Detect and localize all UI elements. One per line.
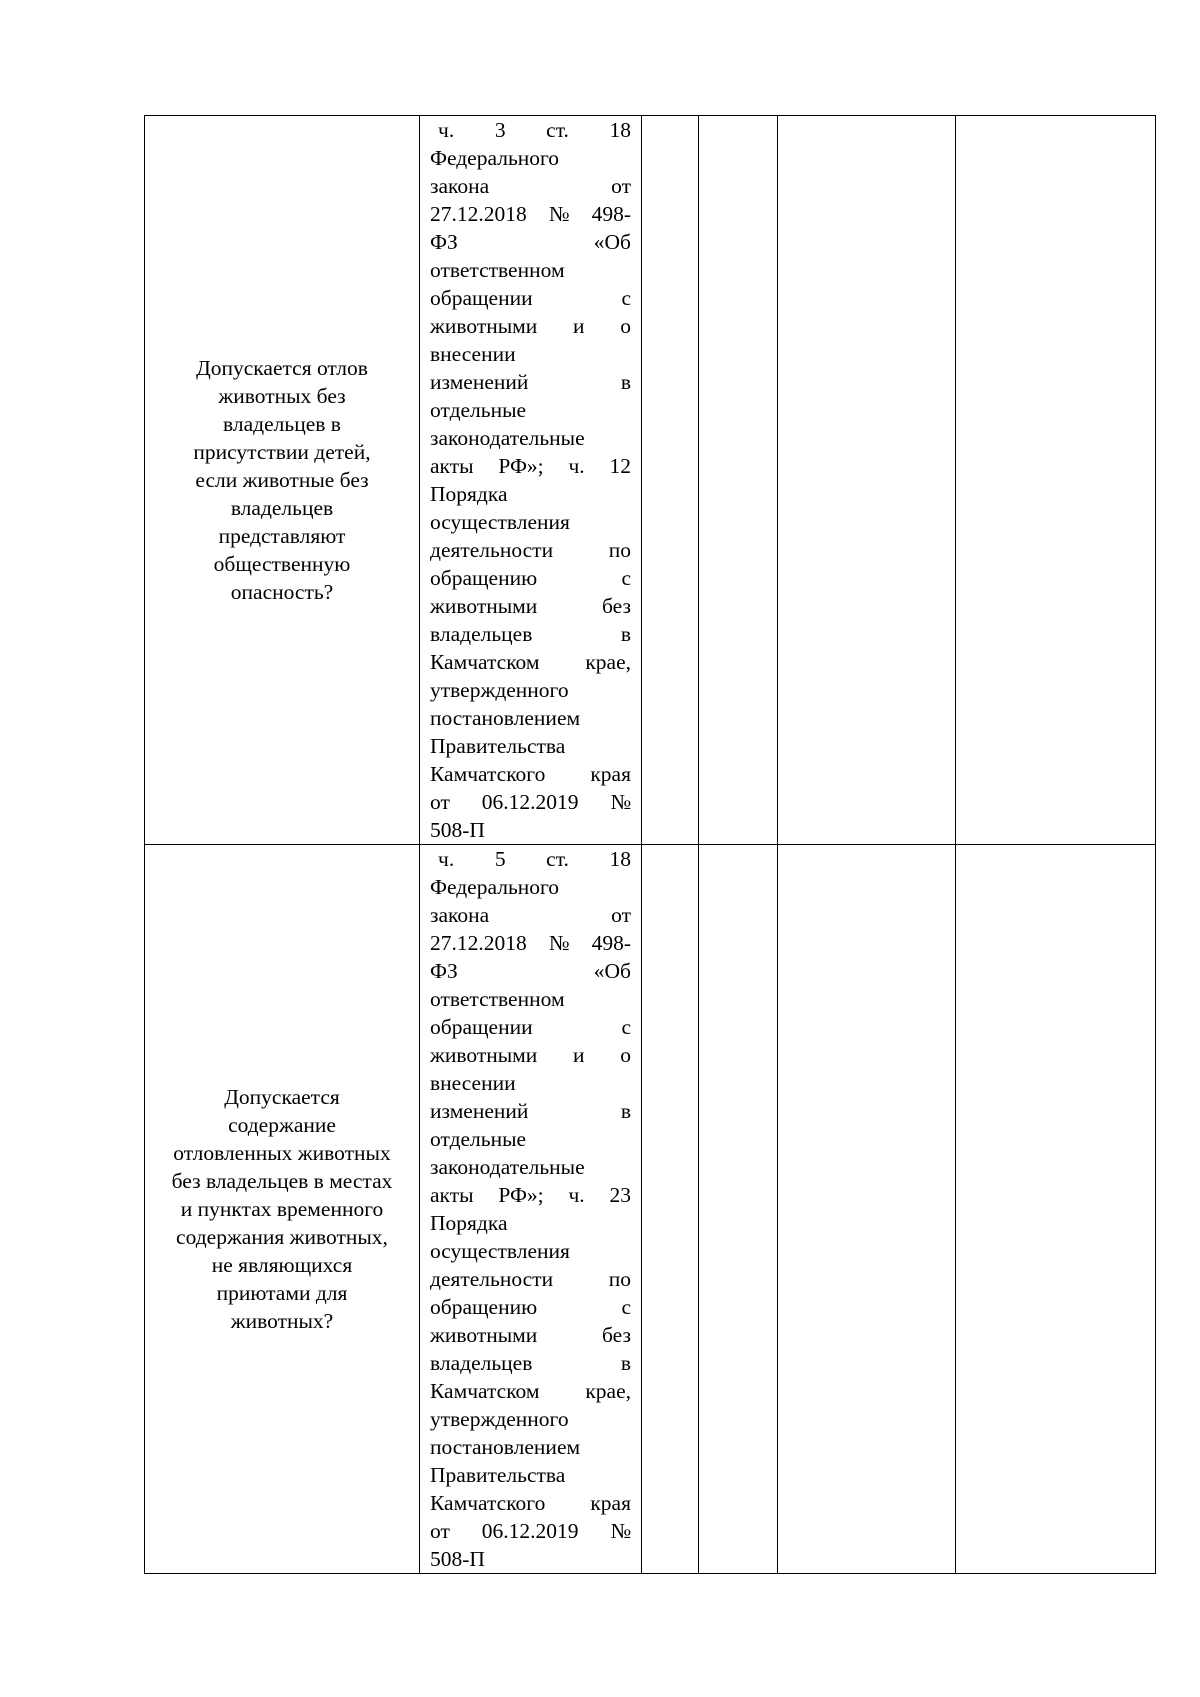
- legal-basis-word: о: [620, 314, 631, 338]
- legal-basis-line: [430, 1405, 631, 1433]
- legal-basis-word: владельцев: [430, 1351, 533, 1375]
- legal-basis-line: [430, 620, 631, 648]
- question-text-line: представляют: [218, 524, 346, 548]
- question-text-line: если животные без: [195, 468, 369, 492]
- legal-basis-word: «Об: [593, 959, 631, 983]
- legal-basis-line: [430, 200, 631, 228]
- legal-basis-word: внесении: [430, 1071, 516, 1095]
- legal-basis-word: №: [548, 931, 570, 955]
- question-text-line: и пунктах временного: [180, 1197, 384, 1221]
- legal-basis-word: ч.: [568, 454, 585, 478]
- legal-basis-line: [430, 676, 631, 704]
- legal-basis-word: Порядка: [430, 482, 508, 506]
- legal-basis-word: отдельные: [430, 1127, 527, 1151]
- answer-yes-cell: [642, 116, 699, 845]
- legal-basis-line: [430, 172, 631, 200]
- legal-basis-line: [430, 284, 631, 312]
- legal-basis-line: [430, 985, 631, 1013]
- legal-basis-word: без: [602, 594, 631, 618]
- table-row: [145, 116, 1156, 845]
- legal-basis-word: обращению: [430, 1295, 538, 1319]
- question-text-line: Допускается отлов: [196, 356, 368, 380]
- legal-basis-word: изменений: [430, 370, 529, 394]
- legal-basis-line: [430, 452, 631, 480]
- legal-basis-line: [430, 1377, 631, 1405]
- legal-basis-word: животными: [430, 594, 538, 618]
- legal-basis-word: утвержденного: [430, 678, 569, 702]
- legal-basis-word: Камчатского: [430, 762, 546, 786]
- legal-basis-word: обращении: [430, 1015, 533, 1039]
- legal-basis-line: [430, 256, 631, 284]
- legal-basis-word: Правительства: [430, 1463, 566, 1487]
- legal-basis-line: [430, 957, 631, 985]
- legal-basis-line: [430, 760, 631, 788]
- legal-basis-word: ч.: [568, 1183, 585, 1207]
- legal-basis-word: в: [620, 370, 631, 394]
- legal-basis-word: обращению: [430, 566, 538, 590]
- legal-basis-word: 23: [609, 1183, 631, 1207]
- legal-basis-word: в: [620, 1351, 631, 1375]
- notes-cell: [956, 116, 1156, 845]
- legal-basis-line: [430, 1265, 631, 1293]
- legal-basis-word: животными: [430, 314, 538, 338]
- legal-basis-word: без: [602, 1323, 631, 1347]
- question-text-line: владельцев: [230, 496, 334, 520]
- legal-basis-line: [430, 648, 631, 676]
- checklist-table: [144, 115, 1156, 1574]
- question-text-line: отловленных животных: [173, 1141, 391, 1165]
- not-applicable-cell: [778, 116, 956, 845]
- legal-basis-word: 508-П: [430, 818, 485, 842]
- legal-basis-line: [430, 732, 631, 760]
- legal-basis-word: 508-П: [430, 1547, 485, 1571]
- question-text-line: владельцев в: [223, 412, 341, 436]
- legal-basis-line: [430, 929, 631, 957]
- legal-basis-word: осуществления: [430, 510, 570, 534]
- legal-basis-word: №: [610, 1519, 631, 1543]
- legal-basis-word: Камчатском: [430, 1379, 540, 1403]
- legal-basis-word: ответственном: [430, 258, 565, 282]
- legal-basis-word: и: [573, 314, 585, 338]
- legal-basis-word: в: [620, 622, 631, 646]
- legal-basis-word: от: [611, 903, 631, 927]
- legal-basis-line: [430, 1545, 631, 1573]
- legal-basis-word: 27.12.2018: [430, 931, 527, 955]
- legal-basis-word: по: [608, 538, 631, 562]
- legal-basis-word: 06.12.2019: [481, 1519, 579, 1543]
- legal-basis-word: 498-: [591, 931, 631, 955]
- legal-basis-line: [430, 704, 631, 732]
- legal-basis-word: отдельные: [430, 398, 527, 422]
- legal-basis-line: [430, 592, 631, 620]
- legal-basis-word: Камчатском: [430, 650, 540, 674]
- legal-basis-word: 27.12.2018: [430, 202, 527, 226]
- legal-basis-word: 5: [494, 847, 506, 871]
- legal-basis-word: «Об: [593, 230, 631, 254]
- question-cell: [145, 845, 420, 1574]
- question-text-line: общественную: [213, 552, 351, 576]
- legal-basis-word: №: [610, 790, 631, 814]
- legal-basis-line: [430, 1433, 631, 1461]
- legal-basis-word: осуществления: [430, 1239, 570, 1263]
- legal-basis-word: постановлением: [430, 1435, 581, 1459]
- legal-basis-word: крае,: [585, 1379, 631, 1403]
- question-text-line: без владельцев в местах: [171, 1169, 393, 1193]
- legal-basis-word: ч.: [438, 118, 455, 142]
- legal-basis-word: 18: [609, 847, 631, 871]
- legal-basis-word: внесении: [430, 342, 516, 366]
- legal-basis-line: [430, 508, 631, 536]
- legal-basis-word: владельцев: [430, 622, 533, 646]
- legal-basis-line: [430, 396, 631, 424]
- legal-basis-line: [430, 1461, 631, 1489]
- answer-no-cell: [699, 116, 778, 845]
- legal-basis-line: [430, 564, 631, 592]
- legal-basis-word: закона: [430, 174, 490, 198]
- legal-basis-word: ответственном: [430, 987, 565, 1011]
- question-text-line: содержания животных,: [176, 1225, 388, 1249]
- legal-basis-word: акты: [430, 1183, 474, 1207]
- legal-basis-line: [430, 816, 631, 844]
- legal-basis-word: животными: [430, 1043, 538, 1067]
- legal-basis-word: края: [590, 762, 631, 786]
- legal-basis-word: обращении: [430, 286, 533, 310]
- question-text-line: животных?: [230, 1309, 334, 1333]
- answer-yes-cell: [642, 845, 699, 1574]
- question-text-line: приютами для: [216, 1281, 348, 1305]
- question-cell: [145, 116, 420, 845]
- legal-basis-word: РФ»;: [498, 1183, 544, 1207]
- legal-basis-line: [430, 116, 631, 144]
- legal-basis-word: 18: [609, 118, 631, 142]
- legal-basis-word: от: [430, 790, 450, 814]
- legal-basis-line: [430, 1097, 631, 1125]
- legal-basis-word: от: [430, 1519, 450, 1543]
- legal-basis-line: [430, 1293, 631, 1321]
- question-text-line: содержание: [228, 1113, 336, 1137]
- legal-basis-word: Камчатского: [430, 1491, 546, 1515]
- legal-basis-line: [430, 1069, 631, 1097]
- legal-basis-cell: [420, 845, 642, 1574]
- not-applicable-cell: [778, 845, 956, 1574]
- legal-basis-line: [430, 1321, 631, 1349]
- legal-basis-line: [430, 788, 631, 816]
- legal-basis-word: с: [621, 1015, 631, 1039]
- legal-basis-word: закона: [430, 903, 490, 927]
- question-text-line: не являющихся: [211, 1253, 353, 1277]
- legal-basis-line: [430, 1041, 631, 1069]
- legal-basis-word: с: [621, 1295, 631, 1319]
- legal-basis-line: [430, 845, 631, 873]
- legal-basis-line: [430, 1153, 631, 1181]
- legal-basis-word: ФЗ: [430, 959, 458, 983]
- legal-basis-word: законодательные: [430, 1155, 585, 1179]
- legal-basis-word: ФЗ: [430, 230, 458, 254]
- legal-basis-word: 06.12.2019: [481, 790, 579, 814]
- question-text-line: животных без: [218, 384, 346, 408]
- legal-basis-word: утвержденного: [430, 1407, 569, 1431]
- legal-basis-word: 498-: [591, 202, 631, 226]
- legal-basis-word: и: [573, 1043, 585, 1067]
- answer-no-cell: [699, 845, 778, 1574]
- legal-basis-word: животными: [430, 1323, 538, 1347]
- question-text-line: Допускается: [224, 1085, 340, 1109]
- legal-basis-word: деятельности: [430, 538, 554, 562]
- legal-basis-line: [430, 1125, 631, 1153]
- legal-basis-line: [430, 1349, 631, 1377]
- legal-basis-line: [430, 901, 631, 929]
- legal-basis-line: [430, 1489, 631, 1517]
- legal-basis-line: [430, 424, 631, 452]
- question-text-line: присутствии детей,: [193, 440, 371, 464]
- legal-basis-word: по: [608, 1267, 631, 1291]
- legal-basis-line: [430, 368, 631, 396]
- legal-basis-line: [430, 144, 631, 172]
- legal-basis-word: деятельности: [430, 1267, 554, 1291]
- legal-basis-word: с: [621, 286, 631, 310]
- legal-basis-line: [430, 312, 631, 340]
- legal-basis-word: от: [611, 174, 631, 198]
- notes-cell: [956, 845, 1156, 1574]
- legal-basis-word: законодательные: [430, 426, 585, 450]
- table-row: [145, 845, 1156, 1574]
- legal-basis-line: [430, 340, 631, 368]
- legal-basis-word: изменений: [430, 1099, 529, 1123]
- legal-basis-line: [430, 1209, 631, 1237]
- legal-basis-line: [430, 536, 631, 564]
- legal-basis-word: Порядка: [430, 1211, 508, 1235]
- question-text-line: опасность?: [230, 580, 334, 604]
- legal-basis-word: ч.: [438, 847, 455, 871]
- legal-basis-word: акты: [430, 454, 474, 478]
- legal-basis-line: [430, 873, 631, 901]
- legal-basis-line: [430, 1181, 631, 1209]
- legal-basis-word: 3: [494, 118, 506, 142]
- legal-basis-word: края: [590, 1491, 631, 1515]
- legal-basis-word: 12: [609, 454, 631, 478]
- legal-basis-word: о: [620, 1043, 631, 1067]
- legal-basis-line: [430, 1517, 631, 1545]
- legal-basis-word: №: [548, 202, 570, 226]
- legal-basis-word: в: [620, 1099, 631, 1123]
- legal-basis-word: РФ»;: [498, 454, 544, 478]
- legal-basis-word: Федерального: [430, 875, 560, 899]
- legal-basis-line: [430, 1237, 631, 1265]
- legal-basis-cell: [420, 116, 642, 845]
- legal-basis-word: крае,: [585, 650, 631, 674]
- legal-basis-line: [430, 480, 631, 508]
- legal-basis-word: Правительства: [430, 734, 566, 758]
- legal-basis-word: ст.: [546, 847, 569, 871]
- legal-basis-word: постановлением: [430, 706, 581, 730]
- legal-basis-line: [430, 1013, 631, 1041]
- legal-basis-word: с: [621, 566, 631, 590]
- legal-basis-word: ст.: [546, 118, 569, 142]
- legal-basis-word: Федерального: [430, 146, 560, 170]
- legal-basis-line: [430, 228, 631, 256]
